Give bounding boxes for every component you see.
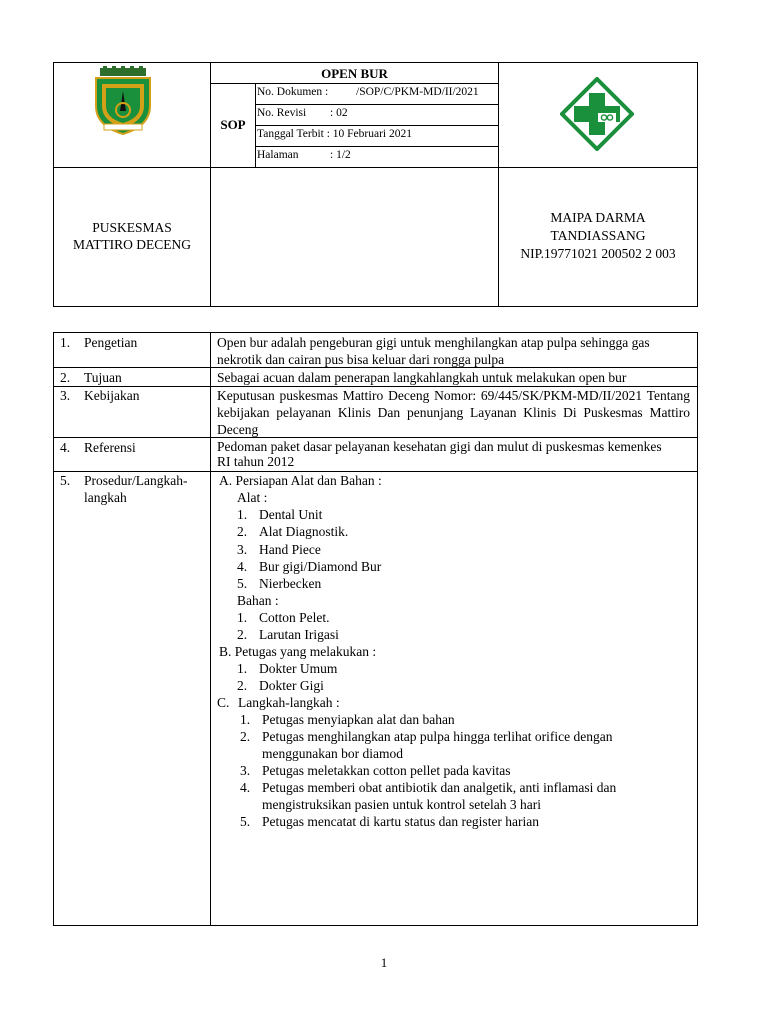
- row-label-kebijakan: Kebijakan: [84, 388, 140, 403]
- step-text: Petugas menyiapkan alat dan bahan: [262, 712, 455, 727]
- row-number: 3.: [60, 388, 71, 403]
- sop-label: SOP: [220, 117, 246, 132]
- step-number: 2.: [240, 729, 251, 744]
- divider: [210, 63, 211, 307]
- step-text-cont: menggunakan bor diamod: [262, 746, 403, 761]
- step-number: 3.: [240, 763, 251, 778]
- list-item: Bur gigi/Diamond Bur: [259, 559, 382, 574]
- list-number: 3.: [237, 542, 248, 557]
- list-item: Larutan Irigasi: [259, 627, 339, 642]
- document-title: OPEN BUR: [321, 66, 388, 81]
- section-c-label: C.: [217, 695, 230, 710]
- divider: [54, 167, 697, 168]
- list-number: 2.: [237, 678, 248, 693]
- list-item: Dokter Umum: [259, 661, 338, 676]
- issue-date: Tanggal Terbit : 10 Februari 2021: [257, 128, 412, 140]
- row-number: 1.: [60, 335, 71, 350]
- section-c-title: Langkah-langkah :: [238, 695, 340, 710]
- signer-name-line2: TANDIASSANG: [550, 228, 646, 243]
- row-text-referensi: Pedoman paket dasar pelayanan kesehatan gigi dan mulut di puskesmas kemenkes RI tahun 2012: [217, 439, 662, 469]
- list-number: 2.: [237, 524, 248, 539]
- step-number: 1.: [240, 712, 251, 727]
- page-value: : 1/2: [330, 149, 351, 161]
- org-name-line2: MATTIRO DECENG: [72, 237, 192, 252]
- page-label: Halaman: [257, 149, 299, 161]
- list-item: Dental Unit: [259, 507, 323, 522]
- divider: [210, 83, 498, 84]
- list-number: 1.: [237, 661, 248, 676]
- revision-label: No. Revisi: [257, 107, 307, 119]
- step-number: 5.: [240, 814, 251, 829]
- signer-name-line1: MAIPA DARMA: [550, 210, 646, 225]
- row-label-tujuan: Tujuan: [84, 370, 122, 385]
- row-text-tujuan: Sebagai acuan dalam penerapan langkahlangkah untuk melakukan open bur: [217, 370, 627, 385]
- row-label-pengetian: Pengetian: [84, 335, 138, 350]
- list-item: Nierbecken: [259, 576, 322, 591]
- step-text: Petugas mencatat di kartu status dan register harian: [262, 814, 540, 829]
- list-number: 5.: [237, 576, 248, 591]
- bahan-title: Bahan :: [237, 593, 279, 608]
- list-item: Hand Piece: [259, 542, 321, 557]
- step-text: Petugas menghilangkan atap pulpa hingga terlihat orifice dengan: [262, 729, 613, 744]
- list-number: 4.: [237, 559, 248, 574]
- alat-title: Alat :: [237, 490, 268, 505]
- divider: [498, 63, 499, 307]
- section-b-title: B. Petugas yang melakukan :: [219, 644, 377, 659]
- page-number: 1: [380, 955, 388, 970]
- list-number: 1.: [237, 610, 248, 625]
- list-number: 2.: [237, 627, 248, 642]
- doc-number-value: /SOP/C/PKM-MD/II/2021: [356, 86, 479, 98]
- divider: [255, 146, 498, 147]
- puskesmas-cross-icon: [560, 77, 634, 151]
- divider: [255, 104, 498, 105]
- list-item: Cotton Pelet.: [259, 610, 330, 625]
- divider: [255, 125, 498, 126]
- list-number: 1.: [237, 507, 248, 522]
- step-text: Petugas memberi obat antibiotik dan analgetik, anti inflamasi dan: [262, 780, 617, 795]
- signer-nip: NIP.19771021 200502 2 003: [520, 246, 676, 261]
- row-text-kebijakan: Keputusan puskesmas Mattiro Deceng Nomor: 69/445/SK/PKM-MD/II/2021 Tentang kebijakan pelayanan Klinis Dan penunjang Layanan Klinis Di Puskesmas Mattiro Deceng: [217, 388, 690, 437]
- regional-emblem-icon: [90, 66, 156, 136]
- step-number: 4.: [240, 780, 251, 795]
- row-label-prosedur-line2: langkah: [84, 490, 127, 505]
- step-text-cont: mengistruksikan pasien untuk kontrol setelah 3 hari: [262, 797, 541, 812]
- org-name-line1: PUSKESMAS: [92, 220, 172, 235]
- row-text-pengetian: Open bur adalah pengeburan gigi untuk menghilangkan atap pulpa sehingga gas nekrotik dan cairan pus bisa keluar dari rongga pulpa: [217, 335, 650, 367]
- section-a-title: A. Persiapan Alat dan Bahan :: [219, 473, 382, 488]
- row-number: 2.: [60, 370, 71, 385]
- list-item: Dokter Gigi: [259, 678, 324, 693]
- step-text: Petugas meletakkan cotton pellet pada kavitas: [262, 763, 511, 778]
- row-number: 4.: [60, 440, 71, 455]
- row-number: 5.: [60, 473, 71, 488]
- row-label-referensi: Referensi: [84, 440, 136, 455]
- row-label-prosedur-line1: Prosedur/Langkah-: [84, 473, 188, 488]
- doc-number-label: No. Dokumen :: [257, 86, 329, 98]
- sop-content-table: [53, 332, 698, 926]
- revision-value: : 02: [330, 107, 348, 119]
- list-item: Alat Diagnostik.: [259, 524, 349, 539]
- header-table: [53, 62, 698, 307]
- divider: [210, 333, 211, 925]
